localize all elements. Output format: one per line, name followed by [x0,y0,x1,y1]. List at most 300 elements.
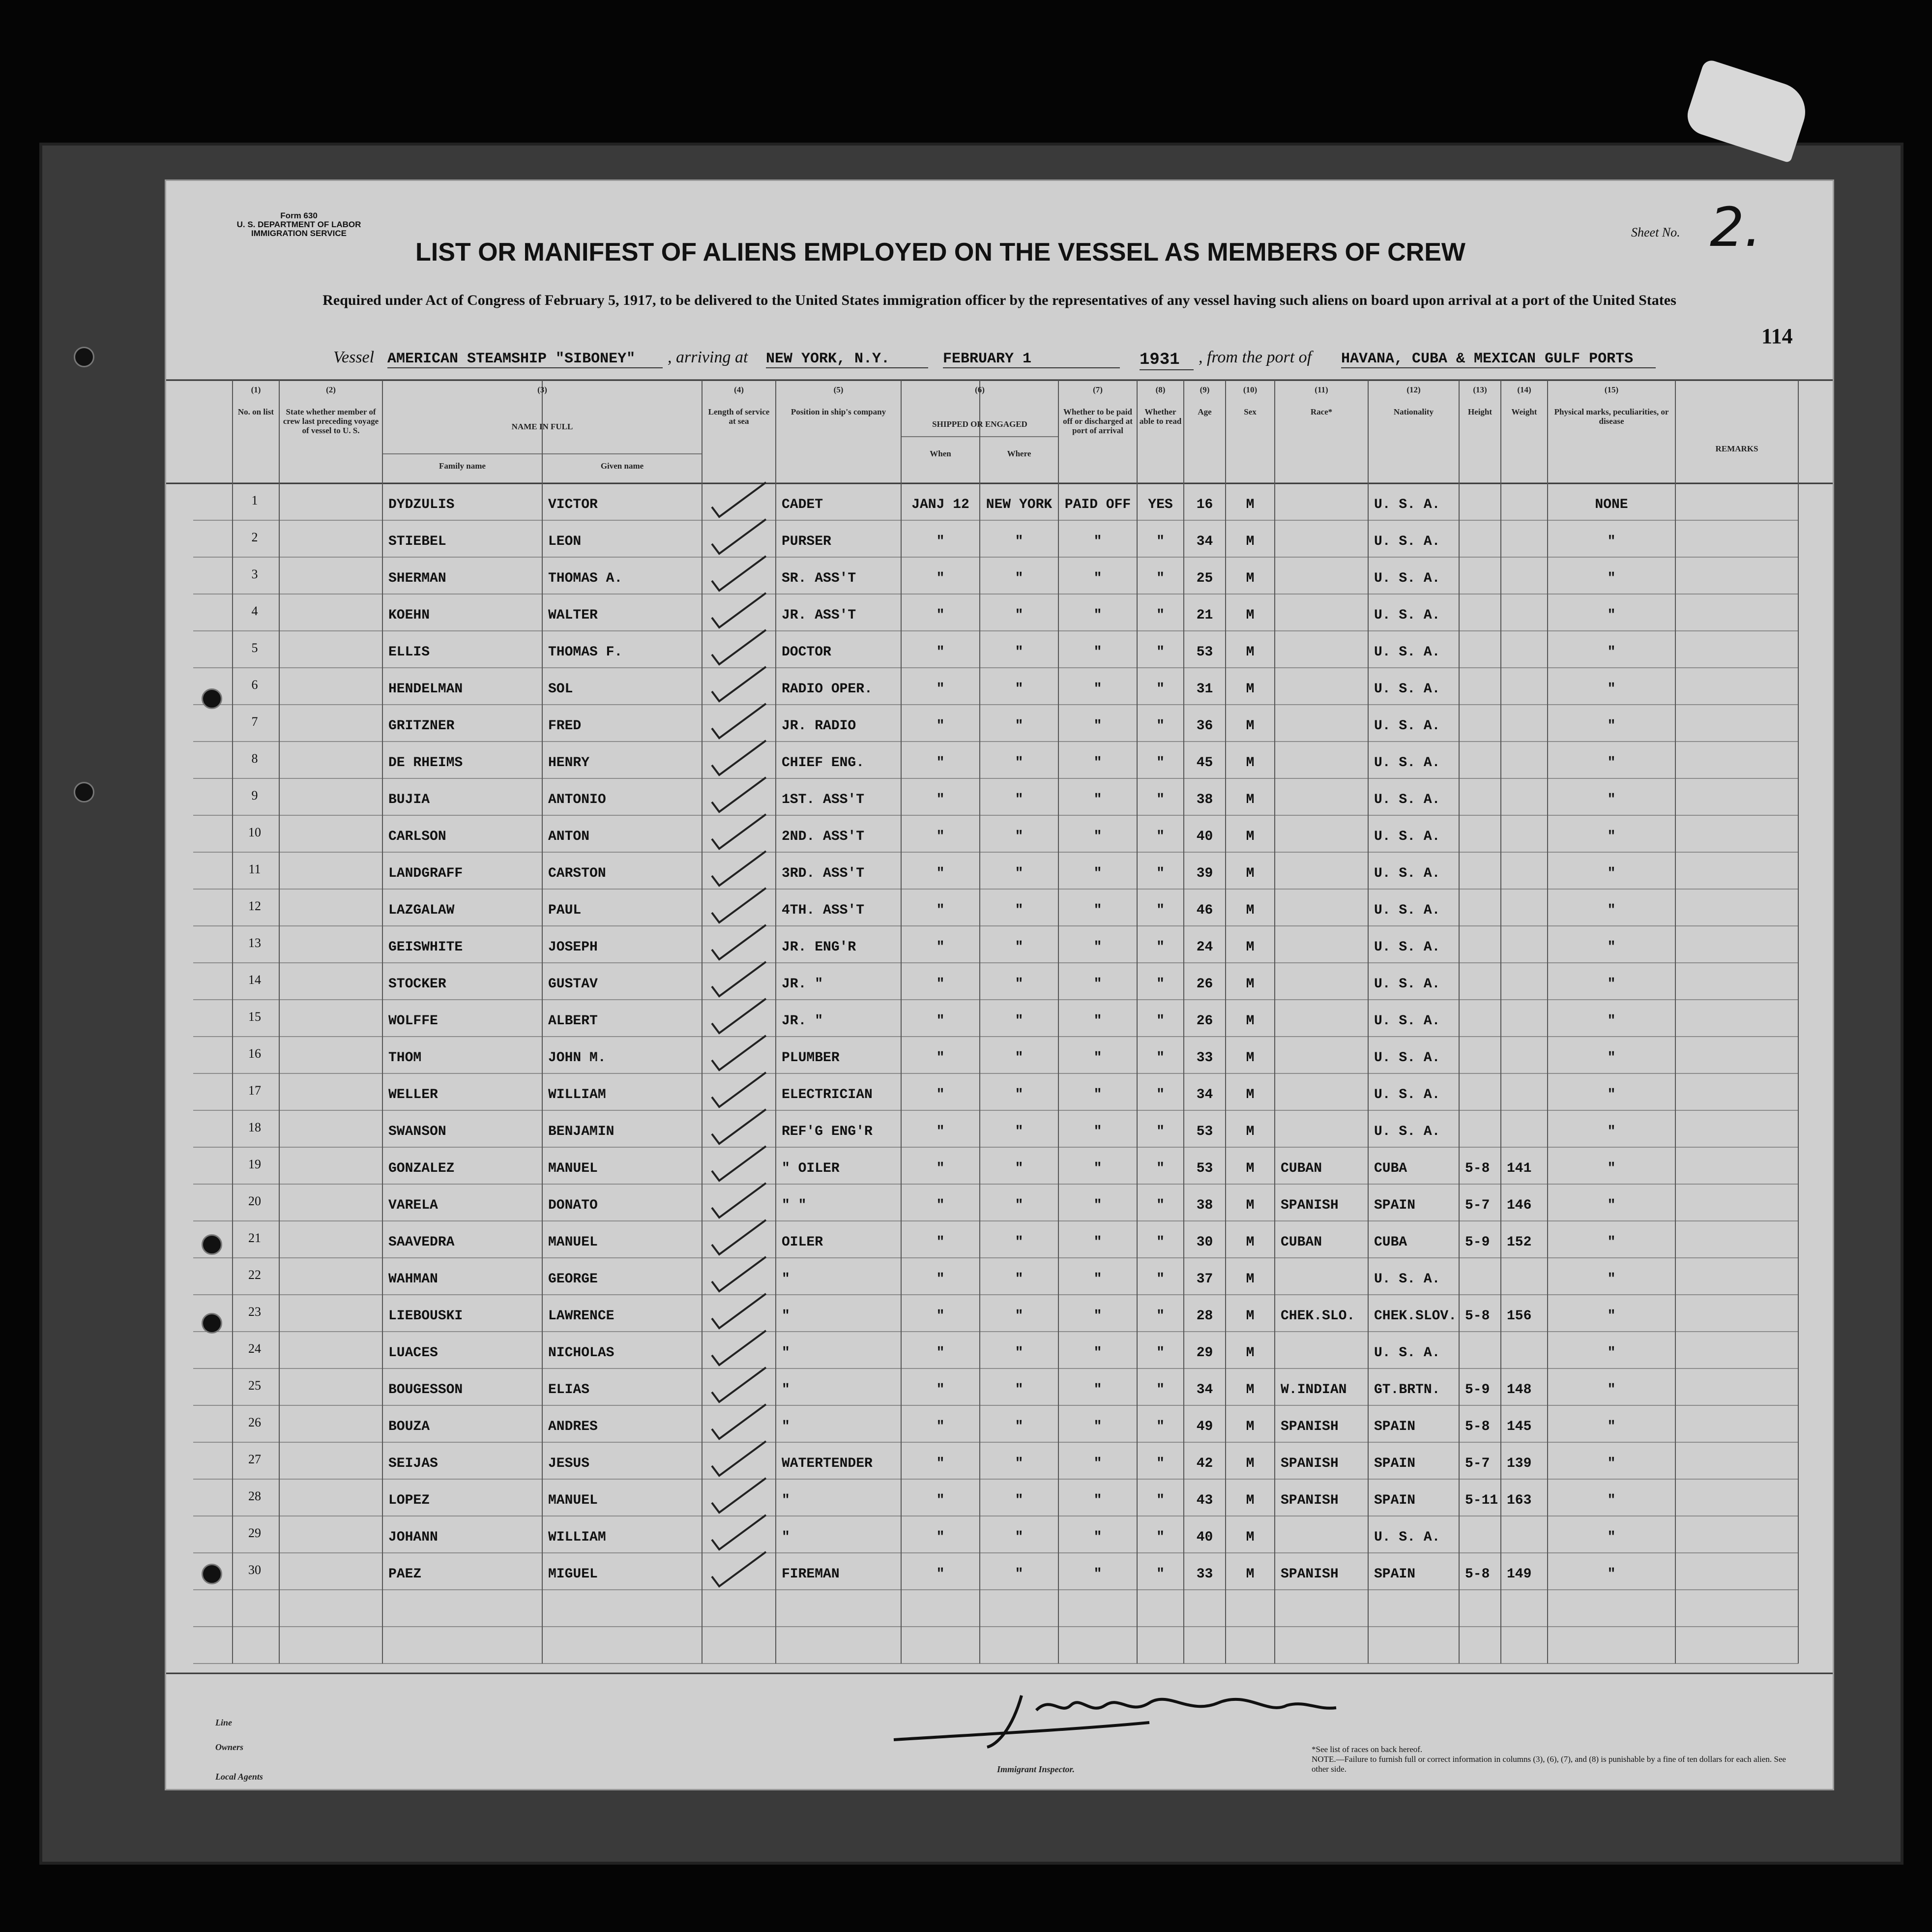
cell-paid: " [1093,1530,1102,1545]
cell-when: " [936,534,945,549]
cell-nationality: U. S. A. [1374,645,1440,660]
check-mark [712,741,766,775]
cell-sex: M [1246,1567,1255,1582]
cell-when: " [936,1124,945,1139]
check-mark [712,888,766,922]
arriving-label: , arriving at [668,348,748,366]
cell-marks: " [1607,1419,1616,1434]
immigrant-inspector-label: Immigrant Inspector. [997,1764,1075,1774]
check-mark [712,962,766,996]
row-number: 7 [251,714,258,729]
row-number: 18 [248,1120,261,1134]
cell-given: BENJAMIN [548,1124,615,1139]
check-mark [712,814,766,849]
cell-family: SAAVEDRA [388,1235,455,1250]
cell-given: GEORGE [548,1272,598,1287]
cell-sex: M [1246,792,1255,807]
cell-sex: M [1246,1493,1255,1508]
form-number: Form 630 [280,211,318,220]
cell-age: 49 [1196,1419,1213,1434]
cell-given: MANUEL [548,1235,598,1250]
vessel-label: Vessel [333,348,375,366]
column-number: (8) [1155,385,1166,394]
row-number: 24 [248,1341,261,1356]
cell-nationality: SPAIN [1374,1567,1416,1582]
column-number: (13) [1473,385,1487,394]
cell-when: " [936,1419,945,1434]
row-number: 20 [248,1194,261,1208]
cell-sex: M [1246,682,1255,697]
cell-paid: " [1093,1345,1102,1361]
cell-where: " [1015,829,1024,844]
cell-sex: M [1246,1419,1255,1434]
column-header-c10: Sex [1244,407,1257,416]
cell-age: 30 [1196,1235,1213,1250]
cell-family: THOM [388,1050,422,1066]
cell-family: LANDGRAFF [388,866,463,881]
cell-given: MANUEL [548,1161,598,1176]
cell-marks: " [1607,1272,1616,1287]
cell-nationality: U. S. A. [1374,1272,1440,1287]
check-mark [712,851,766,886]
cell-position: JR. ENG'R [782,940,856,955]
cell-paid: " [1093,1382,1102,1397]
cell-nationality: U. S. A. [1374,940,1440,955]
cell-read: " [1156,682,1165,697]
cell-family: ELLIS [388,645,430,660]
cell-given: MIGUEL [548,1567,598,1582]
cell-read: " [1156,1567,1165,1582]
cell-family: HENDELMAN [388,682,463,697]
cell-marks: " [1607,1198,1616,1213]
cell-age: 37 [1196,1272,1213,1287]
department-name: U. S. DEPARTMENT OF LABOR [236,220,361,229]
cell-age: 46 [1196,903,1213,918]
cell-position: " [782,1345,790,1361]
cell-given: DONATO [548,1198,598,1213]
check-mark [712,1220,766,1254]
cell-marks: " [1607,1456,1616,1471]
cell-age: 36 [1196,718,1213,734]
cell-position: OILER [782,1235,823,1250]
check-mark [712,1036,766,1070]
cell-where: " [1015,755,1024,771]
cell-age: 29 [1196,1345,1213,1361]
cell-marks: " [1607,534,1616,549]
column-header-c8: Whether able to read [1139,407,1182,426]
cell-age: 31 [1196,682,1213,697]
check-mark [712,1367,766,1402]
cell-weight: 163 [1507,1493,1532,1508]
cell-when: " [936,1456,945,1471]
cell-where: " [1015,1235,1024,1250]
cell-given: HENRY [548,755,590,771]
cell-paid: " [1093,866,1102,881]
cell-race: SPANISH [1281,1198,1339,1213]
column-number: (6) [975,385,985,394]
cell-where: " [1015,645,1024,660]
cell-where: " [1015,1013,1024,1029]
column-number: (14) [1517,385,1531,394]
vessel-name: AMERICAN STEAMSHIP "SIBONEY" [387,351,663,368]
cell-family: KOEHN [388,608,430,623]
cell-nationality: SPAIN [1374,1419,1416,1434]
cell-age: 25 [1196,571,1213,586]
cell-position: " [782,1493,790,1508]
cell-paid: " [1093,1235,1102,1250]
cell-weight: 156 [1507,1308,1532,1324]
column-header-c2: State whether member of crew last preceding voyage of vessel to U. S. [283,407,379,435]
cell-nationality: U. S. A. [1374,755,1440,771]
check-mark [712,1257,766,1291]
cell-paid: " [1093,792,1102,807]
cell-sex: M [1246,1087,1255,1102]
cell-race: W.INDIAN [1281,1382,1347,1397]
column-header-c7: Whether to be paid off or discharged at port of arrival [1063,407,1133,435]
cell-sex: M [1246,866,1255,881]
cell-family: LOPEZ [388,1493,430,1508]
column-header-c12: Nationality [1393,407,1434,416]
cell-paid: " [1093,1087,1102,1102]
cell-sex: M [1246,718,1255,734]
cell-height: 5-7 [1465,1456,1490,1471]
cell-position: " OILER [782,1161,840,1176]
cell-where: " [1015,1382,1024,1397]
cell-read: " [1156,1087,1165,1102]
cell-weight: 145 [1507,1419,1532,1434]
row-number: 22 [248,1268,261,1282]
cell-age: 42 [1196,1456,1213,1471]
cell-read: " [1156,792,1165,807]
cell-marks: " [1607,1493,1616,1508]
row-number: 19 [248,1157,261,1171]
cell-marks: " [1607,682,1616,697]
departure-port: HAVANA, CUBA & MEXICAN GULF PORTS [1341,351,1656,368]
cell-when: " [936,1567,945,1582]
cell-marks: " [1607,903,1616,918]
cell-height: 5-9 [1465,1382,1490,1397]
cell-when: " [936,866,945,881]
cell-position: SR. ASS'T [782,571,856,586]
cell-sex: M [1246,497,1255,512]
row-number: 4 [251,604,258,618]
check-mark [712,1294,766,1328]
cell-marks: " [1607,1382,1616,1397]
cell-given: CARSTON [548,866,606,881]
cell-marks: " [1607,755,1616,771]
cell-paid: " [1093,1013,1102,1029]
cell-marks: " [1607,1345,1616,1361]
column-number: (1) [251,385,261,394]
cell-race: CHEK.SLO. [1281,1308,1355,1324]
row-number: 5 [251,641,258,655]
cell-family: GEISWHITE [388,940,463,955]
cell-family: PAEZ [388,1567,422,1582]
cell-position: " [782,1530,790,1545]
cell-nationality: CUBA [1374,1161,1407,1176]
cell-nationality: U. S. A. [1374,571,1440,586]
binder-hole [74,782,94,803]
row-number: 2 [251,530,258,544]
check-mark [712,630,766,664]
column-header-c4: Length of service at sea [708,407,770,426]
cell-given: MANUEL [548,1493,598,1508]
cell-when: " [936,755,945,771]
cell-paid: " [1093,1161,1102,1176]
column-number: (4) [734,385,744,394]
cell-paid: " [1093,645,1102,660]
cell-family: DYDZULIS [388,497,455,512]
cell-position: " " [782,1198,807,1213]
check-mark [712,777,766,812]
cell-when: " [936,571,945,586]
column-header-remarks: REMARKS [1715,444,1758,453]
cell-given: NICHOLAS [548,1345,615,1361]
cell-given: WALTER [548,608,598,623]
cell-paid: " [1093,829,1102,844]
cell-marks: NONE [1595,497,1628,512]
cell-family: JOHANN [388,1530,438,1545]
cell-position: JR. " [782,977,823,992]
cell-age: 53 [1196,645,1213,660]
cell-family: CARLSON [388,829,446,844]
cell-paid: " [1093,1308,1102,1324]
cell-sex: M [1246,1530,1255,1545]
cell-paid: " [1093,718,1102,734]
cell-given: PAUL [548,903,582,918]
cell-when: " [936,1013,945,1029]
check-mark [712,1552,766,1586]
cell-paid: " [1093,534,1102,549]
cell-position: RADIO OPER. [782,682,873,697]
cell-read: " [1156,571,1165,586]
check-mark [712,1183,766,1218]
cell-given: JOSEPH [548,940,598,955]
column-header-when: When [930,449,951,458]
check-mark [712,482,766,517]
cell-sex: M [1246,1198,1255,1213]
cell-paid: " [1093,1493,1102,1508]
cell-family: BOUGESSON [388,1382,463,1397]
cell-given: ELIAS [548,1382,590,1397]
row-number: 28 [248,1489,261,1503]
penalty-note: NOTE.—Failure to furnish full or correct information in columns (3), (6), (7), and (8) is punishable by a fine of ten dollars for each alien. See other side. [1312,1754,1786,1774]
column-header-name: NAME IN FULL [511,422,573,431]
cell-read: " [1156,1456,1165,1471]
cell-where: " [1015,1567,1024,1582]
column-number: (15) [1604,385,1619,394]
cell-nationality: CHEK.SLOV. [1374,1308,1457,1324]
cell-read: " [1156,977,1165,992]
cell-marks: " [1607,645,1616,660]
cell-read: " [1156,829,1165,844]
cell-given: LAWRENCE [548,1308,615,1324]
cell-read: " [1156,1308,1165,1324]
column-header-c9: Age [1198,407,1212,416]
cell-where: " [1015,1493,1024,1508]
cell-position: " [782,1382,790,1397]
cell-height: 5-11 [1465,1493,1498,1508]
cell-read: " [1156,1382,1165,1397]
cell-position: CHIEF ENG. [782,755,865,771]
page-title: LIST OR MANIFEST OF ALIENS EMPLOYED ON THE VESSEL AS MEMBERS OF CREW [415,238,1465,267]
cell-family: LIEBOUSKI [388,1308,463,1324]
cell-paid: " [1093,608,1102,623]
cell-read: " [1156,1530,1165,1545]
cell-family: GRITZNER [388,718,455,734]
check-mark [712,704,766,738]
cell-where: " [1015,1087,1024,1102]
owners-label: Owners [215,1742,244,1752]
cell-paid: PAID OFF [1064,497,1131,512]
column-number: (9) [1200,385,1210,394]
row-number: 29 [248,1526,261,1540]
cell-where: " [1015,940,1024,955]
cell-age: 33 [1196,1050,1213,1066]
cell-where: " [1015,1345,1024,1361]
cell-paid: " [1093,1050,1102,1066]
check-mark [712,1478,766,1513]
cell-position: 3RD. ASS'T [782,866,865,881]
cell-read: YES [1148,497,1173,512]
cell-marks: " [1607,977,1616,992]
cell-race: SPANISH [1281,1419,1339,1434]
race-note: *See list of races on back hereof. [1312,1745,1423,1754]
row-number: 15 [248,1010,261,1024]
cell-age: 40 [1196,1530,1213,1545]
cell-position: 4TH. ASS'T [782,903,865,918]
cell-family: BOUZA [388,1419,430,1434]
cell-age: 26 [1196,977,1213,992]
cell-where: " [1015,977,1024,992]
cell-given: ANTONIO [548,792,606,807]
cell-position: JR. ASS'T [782,608,856,623]
cell-where: " [1015,903,1024,918]
cell-age: 53 [1196,1161,1213,1176]
cell-when: " [936,1272,945,1287]
cell-nationality: U. S. A. [1374,977,1440,992]
cell-family: SWANSON [388,1124,446,1139]
cell-read: " [1156,1013,1165,1029]
cell-marks: " [1607,1308,1616,1324]
cell-marks: " [1607,1530,1616,1545]
cell-marks: " [1607,792,1616,807]
cell-where: " [1015,1050,1024,1066]
cell-weight: 148 [1507,1382,1532,1397]
cell-marks: " [1607,571,1616,586]
cell-sex: M [1246,1161,1255,1176]
cell-age: 21 [1196,608,1213,623]
column-header-shipped: SHIPPED OR ENGAGED [932,419,1027,429]
check-mark [712,1146,766,1181]
cell-nationality: U. S. A. [1374,829,1440,844]
cell-where: " [1015,1161,1024,1176]
check-mark [712,925,766,959]
check-mark [712,1441,766,1476]
cell-position: PURSER [782,534,831,549]
row-number: 8 [251,751,258,766]
row-number: 1 [251,493,258,507]
cell-nationality: SPAIN [1374,1493,1416,1508]
cell-sex: M [1246,977,1255,992]
column-header-c11: Race* [1310,407,1333,416]
cell-weight: 146 [1507,1198,1532,1213]
cell-marks: " [1607,1087,1616,1102]
cell-given: SOL [548,682,573,697]
cell-given: WILLIAM [548,1087,606,1102]
check-mark [712,1404,766,1439]
row-number: 9 [251,788,258,803]
cell-age: 38 [1196,792,1213,807]
cell-height: 5-8 [1465,1308,1490,1324]
cell-when: " [936,1087,945,1102]
row-number: 13 [248,936,261,950]
cell-position: CADET [782,497,823,512]
cell-where: " [1015,718,1024,734]
cell-paid: " [1093,571,1102,586]
cell-race: CUBAN [1281,1161,1322,1176]
cell-marks: " [1607,940,1616,955]
service-name: IMMIGRATION SERVICE [251,229,347,238]
cell-when: JANJ 12 [911,497,969,512]
inspector-signature [874,1676,1366,1750]
binder-hole [202,1234,222,1255]
column-number: (5) [833,385,844,394]
cell-given: FRED [548,718,582,734]
cell-position: 1ST. ASS'T [782,792,865,807]
cell-when: " [936,608,945,623]
cell-sex: M [1246,903,1255,918]
cell-position: " [782,1272,790,1287]
cell-given: JESUS [548,1456,590,1471]
cell-read: " [1156,1124,1165,1139]
cell-position: " [782,1419,790,1434]
footnotes [1312,1745,1803,1774]
cell-position: PLUMBER [782,1050,840,1066]
cell-given: JOHN M. [548,1050,606,1066]
cell-height: 5-8 [1465,1567,1490,1582]
cell-when: " [936,792,945,807]
cell-given: GUSTAV [548,977,598,992]
cell-where: " [1015,1198,1024,1213]
cell-age: 34 [1196,1087,1213,1102]
cell-paid: " [1093,903,1102,918]
column-header-given-name: Given name [600,461,644,471]
cell-sex: M [1246,1124,1255,1139]
column-header-c13: Height [1467,407,1493,416]
cell-position: FIREMAN [782,1567,840,1582]
cell-when: " [936,718,945,734]
cell-position: ELECTRICIAN [782,1087,873,1102]
cell-age: 34 [1196,1382,1213,1397]
cell-race: SPANISH [1281,1567,1339,1582]
cell-when: " [936,829,945,844]
cell-read: " [1156,1419,1165,1434]
check-mark [712,1515,766,1549]
row-number: 12 [248,899,261,913]
sheet-number-label: Sheet No. [1631,225,1680,239]
cell-nationality: CUBA [1374,1235,1407,1250]
cell-read: " [1156,755,1165,771]
cell-family: VARELA [388,1198,438,1213]
cell-where: " [1015,682,1024,697]
cell-when: " [936,940,945,955]
row-number: 17 [248,1083,261,1098]
cell-marks: " [1607,1567,1616,1582]
cell-nationality: U. S. A. [1374,1124,1440,1139]
cell-weight: 149 [1507,1567,1532,1582]
check-mark [712,556,766,591]
